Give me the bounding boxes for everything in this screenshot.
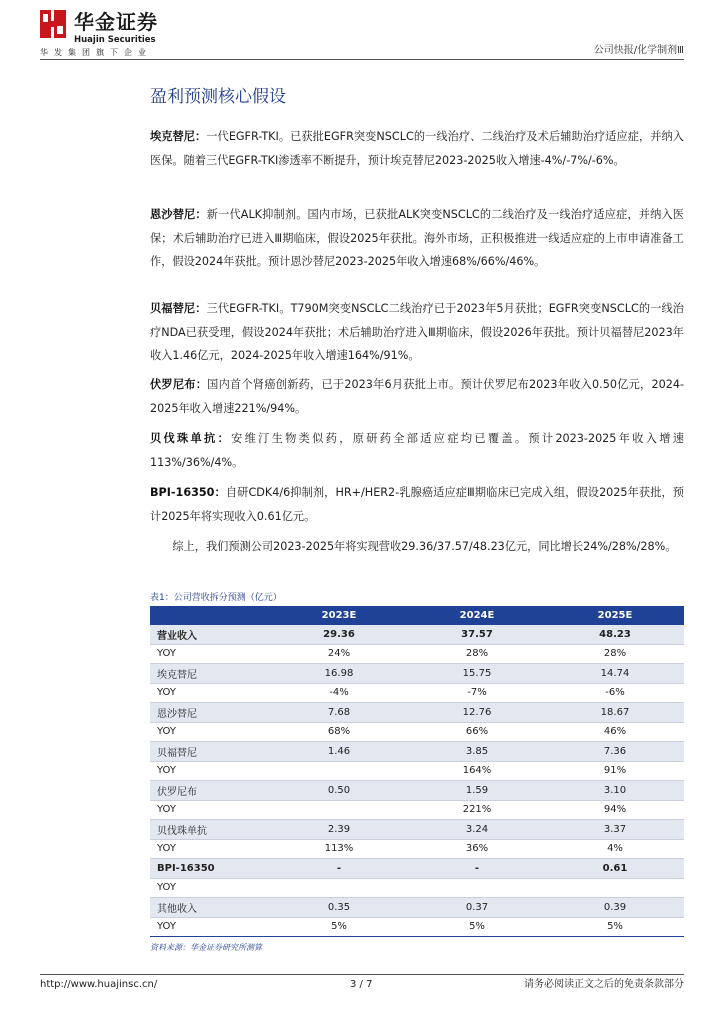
company-slogan: 华发集团旗下企业: [40, 48, 152, 57]
table-cell: 14.74: [546, 664, 684, 684]
row-label: 埃克替尼: [150, 664, 270, 684]
paragraph-bevacizumab: [150, 427, 684, 474]
table-header-row: [150, 606, 684, 625]
table-cell: 1.59: [408, 781, 546, 801]
paragraph-label: 恩沙替尼：: [150, 208, 207, 221]
paragraph-befotertinib: [150, 297, 684, 368]
table-cell: 1.46: [270, 742, 408, 762]
summary-paragraph: 综上，我们预测公司2023-2025年将实现营收29.36/37.57/48.23亿元，同比增长24%/28%/28%。: [172, 540, 677, 553]
table-row: [150, 839, 684, 859]
table-row: [150, 761, 684, 781]
table-cell: 18.67: [546, 703, 684, 723]
page-header: [40, 10, 684, 60]
huajin-logo-icon: [40, 10, 66, 38]
table-cell: [546, 878, 684, 898]
paragraph-text: 安维汀生物类似药，原研药全部适应症均已覆盖。预计2023-2025年收入增速113%/36%/4%。: [150, 432, 684, 469]
paragraph-label: 埃克替尼：: [150, 130, 207, 143]
table-cell: 12.76: [408, 703, 546, 723]
row-label: YOY: [150, 800, 270, 820]
row-label: 贝福替尼: [150, 742, 270, 762]
footer-disclaimer: 请务必阅读正文之后的免责条款部分: [524, 979, 684, 990]
header-divider: [40, 59, 684, 60]
table-row: [150, 742, 684, 762]
table-cell: -: [270, 859, 408, 879]
table-cell: 16.98: [270, 664, 408, 684]
paragraph-text: 国内首个肾癌创新药，已于2023年6月获批上市。预计伏罗尼布2023年收入0.50亿元，2024-2025年收入增速221%/94%。: [150, 378, 684, 415]
table-cell: 68%: [270, 722, 408, 742]
table-cell: 3.85: [408, 742, 546, 762]
paragraph-text: 一代EGFR-TKI。已获批EGFR突变NSCLC的一线治疗、二线治疗及术后辅助治疗适应症，并纳入医保。随着三代EGFR-TKI渗透率不断提升，预计埃克替尼2023-2025收入增速-4%/-7%/-6%。: [150, 130, 684, 167]
table-cell: -7%: [408, 683, 546, 703]
table-row: [150, 664, 684, 684]
row-label: 伏罗尼布: [150, 781, 270, 801]
table-cell: 91%: [546, 761, 684, 781]
table-cell: 5%: [270, 917, 408, 937]
row-label: YOY: [150, 683, 270, 703]
table-cell: 46%: [546, 722, 684, 742]
table-cell: [270, 800, 408, 820]
table-row: [150, 722, 684, 742]
table-cell: 0.37: [408, 898, 546, 918]
table-row: [150, 683, 684, 703]
table-cell: 0.61: [546, 859, 684, 879]
paragraph-label: 伏罗尼布：: [150, 378, 208, 391]
revenue-forecast-table: [150, 606, 684, 937]
table-cell: 221%: [408, 800, 546, 820]
table-cell: 15.75: [408, 664, 546, 684]
table-source-note: 资料来源：华金证券研究所测算: [150, 943, 262, 952]
row-label: YOY: [150, 878, 270, 898]
table-row: [150, 917, 684, 937]
row-label: 恩沙替尼: [150, 703, 270, 723]
table-cell: 37.57: [408, 625, 546, 644]
row-label: YOY: [150, 644, 270, 664]
table-cell: [270, 878, 408, 898]
table-cell: 0.50: [270, 781, 408, 801]
table-row: [150, 703, 684, 723]
table-row: [150, 859, 684, 879]
paragraph-label: 贝福替尼：: [150, 302, 207, 315]
table-cell: -4%: [270, 683, 408, 703]
table-cell: 4%: [546, 839, 684, 859]
paragraph-label: BPI-16350：: [150, 486, 226, 499]
table-cell: 164%: [408, 761, 546, 781]
table-cell: 36%: [408, 839, 546, 859]
table-cell: 3.10: [546, 781, 684, 801]
table-cell: 28%: [546, 644, 684, 664]
section-title: 盈利预测核心假设: [150, 87, 286, 107]
row-label: 其他收入: [150, 898, 270, 918]
row-label: 贝伐珠单抗: [150, 820, 270, 840]
table-cell: -6%: [546, 683, 684, 703]
table-cell: 24%: [270, 644, 408, 664]
table-cell: 94%: [546, 800, 684, 820]
table-row: [150, 820, 684, 840]
table-cell: -: [408, 859, 546, 879]
row-label: YOY: [150, 917, 270, 937]
table-cell: [270, 761, 408, 781]
table-row: [150, 898, 684, 918]
table-row: [150, 781, 684, 801]
paragraph-text: 自研CDK4/6抑制剂，HR+/HER2-乳腺癌适应症Ⅲ期临床已完成入组，假设2025年获批，预计2025年将实现收入0.61亿元。: [150, 486, 684, 523]
row-label: YOY: [150, 722, 270, 742]
table-cell: 7.36: [546, 742, 684, 762]
table-cell: 28%: [408, 644, 546, 664]
footer-divider: [40, 974, 684, 975]
column-header: 2024E: [408, 606, 546, 625]
table-cell: 3.24: [408, 820, 546, 840]
table-cell: 66%: [408, 722, 546, 742]
paragraph-vorolanib: [150, 373, 684, 420]
paragraph-bpi-16350: [150, 481, 684, 528]
table-cell: 0.39: [546, 898, 684, 918]
row-label: 营业收入: [150, 625, 270, 644]
table-row: [150, 800, 684, 820]
table-cell: 5%: [546, 917, 684, 937]
column-header: [150, 606, 270, 625]
table-row: [150, 625, 684, 644]
company-name-cn: 华金证券: [74, 10, 158, 34]
page-number: 3 / 7: [350, 979, 373, 990]
paragraph-label: 贝伐珠单抗：: [150, 432, 232, 445]
company-name-en: Huajin Securities: [74, 35, 156, 45]
row-label: YOY: [150, 761, 270, 781]
column-header: 2025E: [546, 606, 684, 625]
table-cell: [408, 878, 546, 898]
paragraph-ensartinib: [150, 203, 684, 274]
table-cell: 48.23: [546, 625, 684, 644]
paragraph-text: 新一代ALK抑制剂。国内市场，已获批ALK突变NSCLC的二线治疗及一线治疗适应症，并纳入医保；术后辅助治疗已进入Ⅲ期临床，假设2025年获批。海外市场，正积极推进一线适应症的上市申请准备工作，假设2024年获批。预计恩沙替尼2023-2025年收入增速68%/66%/46%。: [150, 208, 684, 268]
row-label: YOY: [150, 839, 270, 859]
table-caption: 表1：公司营收拆分预测（亿元）: [150, 593, 282, 603]
table-cell: 29.36: [270, 625, 408, 644]
paragraph-text: 三代EGFR-TKI。T790M突变NSCLC二线治疗已于2023年5月获批；EGFR突变NSCLC的一线治疗NDA已获受理，假设2024年获批；术后辅助治疗进入Ⅲ期临床，假设2026年获批。预计贝福替尼2023年收入1.46亿元，2024-2025年收入增速164%/91%。: [150, 302, 684, 362]
row-label: BPI-16350: [150, 859, 270, 879]
table-row: [150, 644, 684, 664]
table-cell: 0.35: [270, 898, 408, 918]
column-header: 2023E: [270, 606, 408, 625]
footer-website-link[interactable]: http://www.huajinsc.cn/: [40, 979, 158, 990]
table-cell: 2.39: [270, 820, 408, 840]
table-cell: 113%: [270, 839, 408, 859]
table-row: [150, 878, 684, 898]
report-type: 公司快报/化学制剂Ⅲ: [593, 45, 684, 56]
table-cell: 7.68: [270, 703, 408, 723]
table-cell: 5%: [408, 917, 546, 937]
table-cell: 3.37: [546, 820, 684, 840]
paragraph-icotinib: [150, 125, 684, 172]
